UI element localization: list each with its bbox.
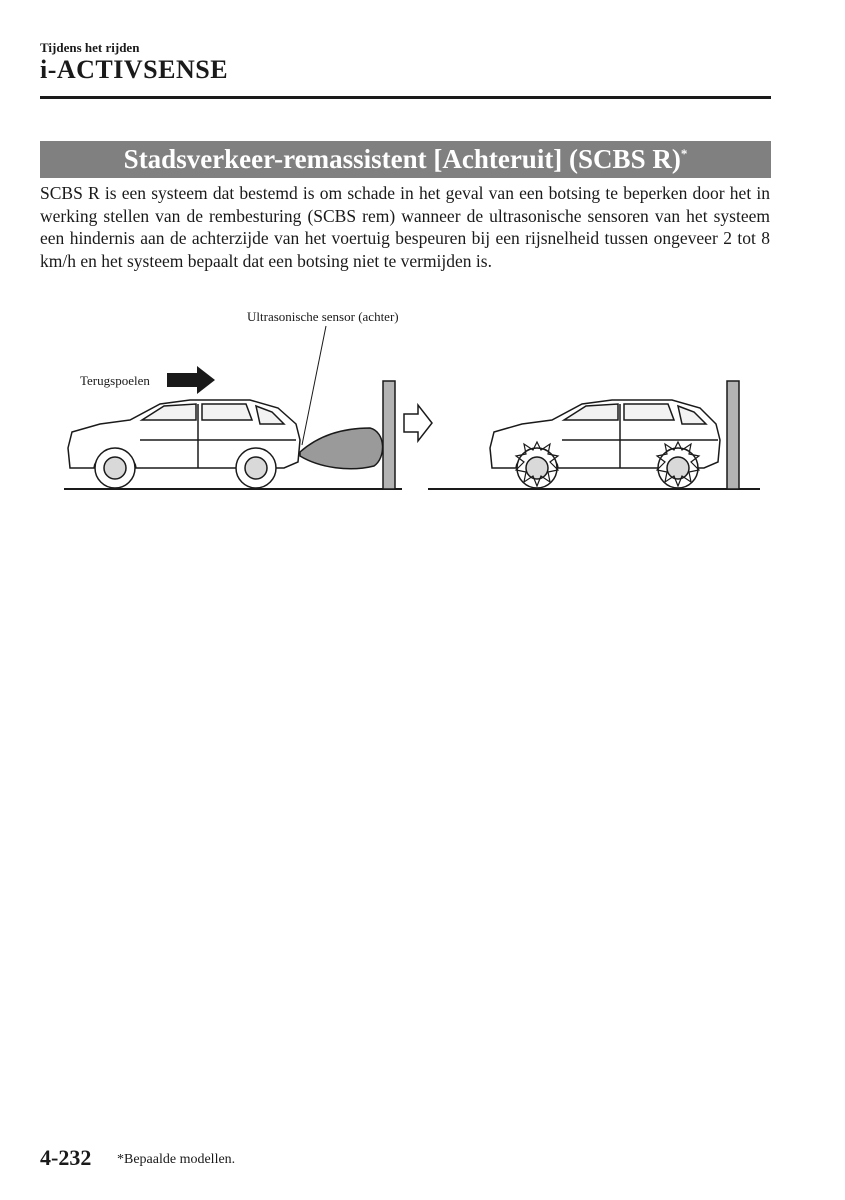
section-title: i-ACTIVSENSE (40, 55, 229, 84)
wall-left (383, 381, 395, 489)
reverse-arrow-icon (167, 366, 215, 394)
reverse-label: Terugspoelen (80, 373, 150, 388)
scbs-illustration (60, 300, 760, 500)
sensor-leader-line (302, 326, 326, 445)
heading-marker: * (680, 146, 688, 161)
body-paragraph: SCBS R is een systeem dat bestemd is om schade in het geval van een botsing te beperken door het in werking stellen van de rembesturing (SCBS rem) wanneer de ultrasonische sensoren van het systeem een hindernis aan de achterzijde van het voertuig bespeuren bij een rijsnelheid tussen ongeveer 2 tot 8 km/h en het systeem bepaalt dat een botsing niet te vermijden is. (40, 183, 770, 271)
breadcrumb: Tijdens het rijden (40, 40, 140, 55)
heading-bar (40, 141, 771, 178)
page-number: 4-232 (40, 1145, 92, 1170)
transition-arrow-icon (404, 405, 432, 441)
wall-right (727, 381, 739, 489)
sensor-label: Ultrasonische sensor (achter) (247, 309, 399, 324)
heading-title: Stadsverkeer-remassistent [Achteruit] (SCBS R) (123, 144, 681, 174)
car-before (68, 400, 300, 488)
footnote: *Bepaalde modellen. (117, 1152, 236, 1167)
sensor-detection-zone (300, 428, 383, 469)
header-rule (40, 96, 771, 99)
